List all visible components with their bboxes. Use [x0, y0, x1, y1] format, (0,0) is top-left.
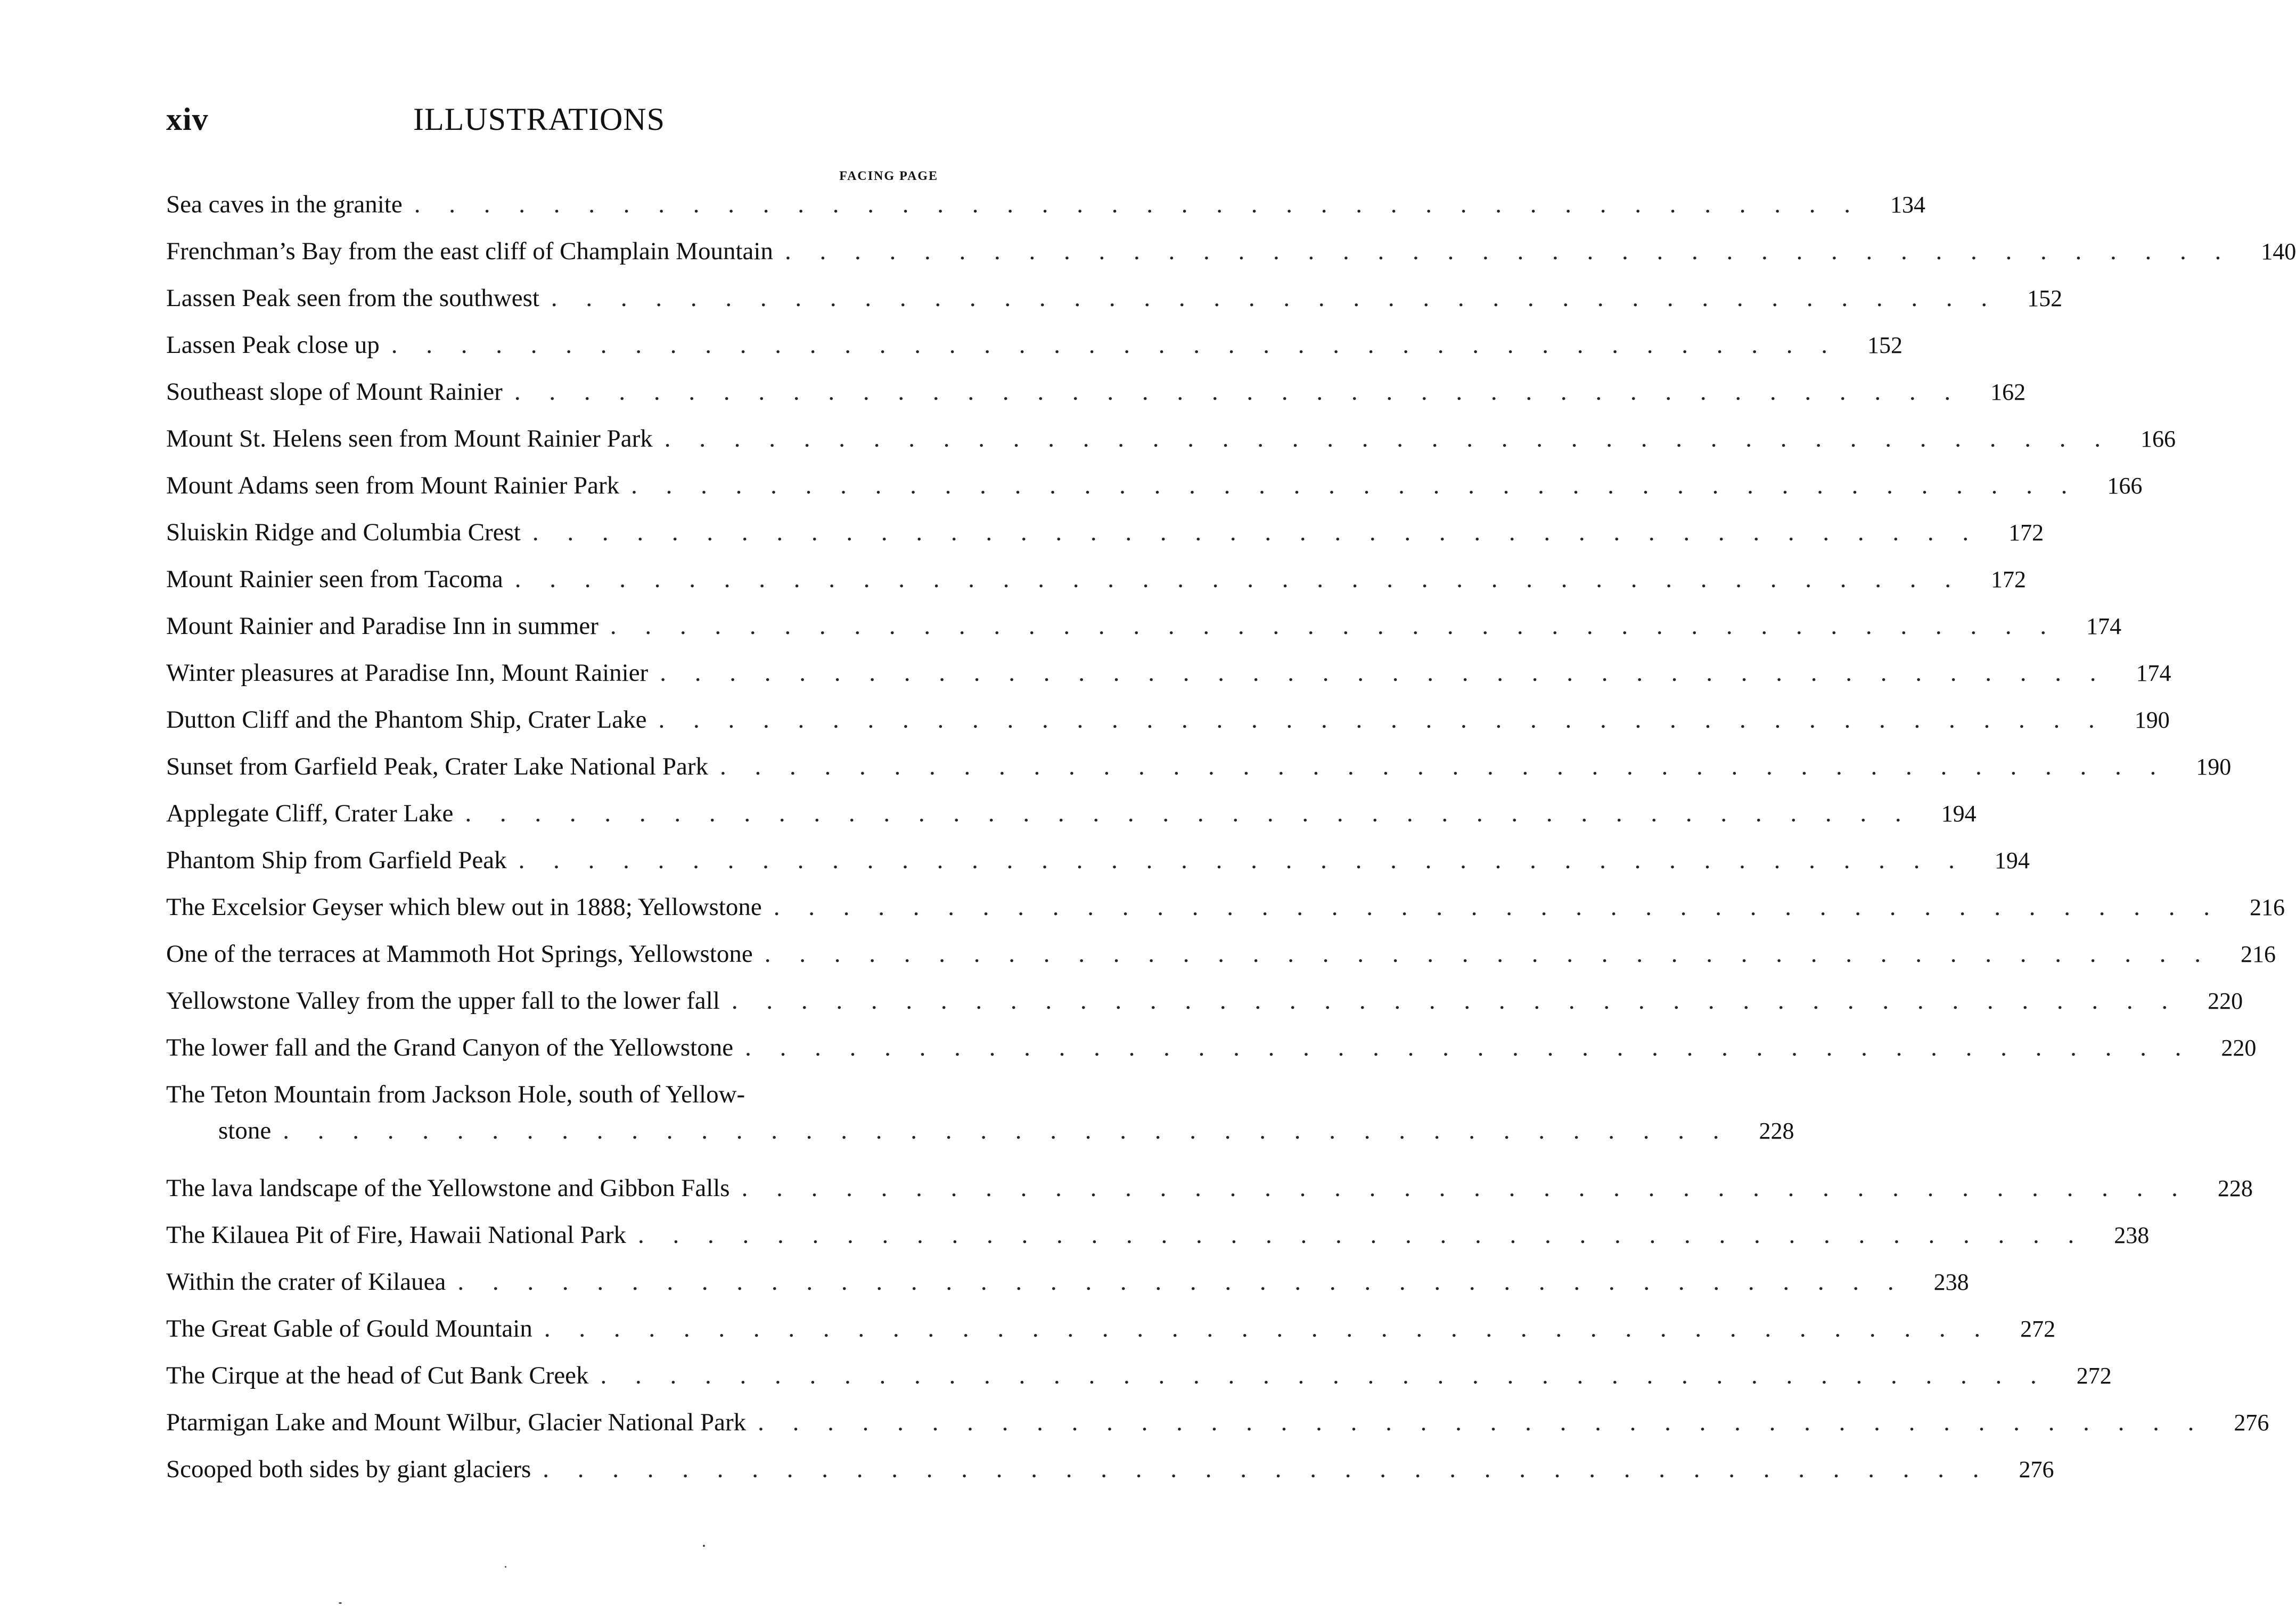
- dot-leader: . . . . . . . . . . . . . . . . . . . . . . . . . . . . . . . . . . . . . . . . . .: [731, 987, 2179, 1015]
- page-number: xiv: [166, 102, 209, 137]
- facing-page-number: 172: [1991, 566, 2027, 592]
- dot-leader: . . . . . . . . . . . . . . . . . . . . . . . . . . . . . . . . . . . . . . . . . .: [551, 284, 1999, 312]
- list-item: [166, 374, 2026, 421]
- caption-text: The lava landscape of the Yellowstone and Gibbon Falls: [166, 1174, 730, 1202]
- caption-text: Sluiskin Ridge and Columbia Crest: [166, 518, 521, 546]
- dot-leader: . . . . . . . . . . . . . . . . . . . . . . . . . . . . . . . . . . . . . . . . . .: [773, 893, 2221, 921]
- caption-text: Frenchman’s Bay from the east cliff of Champlain Mountain: [166, 237, 773, 265]
- page-title: ILLUSTRATIONS: [413, 102, 665, 137]
- list-item: [166, 1029, 2257, 1076]
- caption-continuation: stone: [218, 1117, 272, 1144]
- list-item: [166, 186, 1925, 233]
- caption-text: The Cirque at the head of Cut Bank Creek: [166, 1362, 589, 1389]
- list-item: [166, 1217, 2150, 1264]
- list-item: [166, 936, 2276, 983]
- dot-leader: . . . . . . . . . . . . . . . . . . . . . . . . . . . . . . . . . . . . . . . . . .: [414, 191, 1862, 218]
- facing-page-number: 190: [2196, 754, 2232, 780]
- list-item: [166, 842, 2030, 889]
- paper-speck: [339, 1602, 342, 1604]
- list-item: [166, 1076, 1794, 1170]
- entry-line: [166, 842, 2030, 879]
- list-item: [166, 1170, 2253, 1217]
- list-item: [166, 1404, 2269, 1451]
- facing-page-number: 194: [1941, 801, 1977, 827]
- list-item: [166, 1451, 2054, 1498]
- dot-leader: . . . . . . . . . . . . . . . . . . . . . . . . . . . . . . . . . . . . . . . . . .: [745, 1034, 2193, 1061]
- dot-leader: . . . . . . . . . . . . . . . . . . . . . . . . . . . . . . . . . . . . . . . . . .: [758, 1408, 2205, 1436]
- caption-text: Southeast slope of Mount Rainier: [166, 378, 503, 406]
- entry-line: [166, 702, 2170, 738]
- caption-text: Winter pleasures at Paradise Inn, Mount Rainier: [166, 659, 649, 687]
- list-item: [166, 280, 2063, 327]
- caption-text: The Teton Mountain from Jackson Hole, south of Yellow-: [166, 1081, 745, 1108]
- list-item: [166, 889, 2285, 936]
- list-item: [166, 421, 2176, 467]
- caption-text: Lassen Peak close up: [166, 331, 380, 359]
- caption-text: Scooped both sides by giant glaciers: [166, 1455, 531, 1483]
- list-item: [166, 1357, 2112, 1404]
- dot-leader: . . . . . . . . . . . . . . . . . . . . . . . . . . . . . . . . . . . . . . . . . .: [784, 237, 2233, 265]
- column-label: FACING PAGE: [839, 169, 938, 183]
- caption-text: The Excelsior Geyser which blew out in 1888; Yellowstone: [166, 893, 762, 921]
- entry-line: [166, 983, 2243, 1019]
- paper-speck: [703, 1545, 705, 1547]
- facing-page-number: 134: [1890, 192, 1925, 218]
- list-item: [166, 702, 2170, 748]
- facing-page-number: 162: [1990, 379, 2026, 405]
- entry-line: [166, 374, 2026, 410]
- caption-text: Phantom Ship from Garfield Peak: [166, 846, 507, 874]
- caption-text: Sunset from Garfield Peak, Crater Lake National Park: [166, 753, 709, 780]
- entry-line: [166, 233, 2296, 270]
- list-item: [166, 795, 1977, 842]
- caption-text: The Great Gable of Gould Mountain: [166, 1315, 532, 1342]
- caption-text: Mount Rainier and Paradise Inn in summer: [166, 612, 598, 640]
- entry-line: [166, 1170, 2253, 1207]
- entry-line: [166, 561, 2027, 598]
- illustration-list: [166, 186, 2296, 1498]
- facing-page-number: 166: [2141, 426, 2176, 452]
- facing-page-number: 216: [2249, 894, 2285, 920]
- entry-line: [166, 514, 2044, 551]
- facing-page-number: 276: [2234, 1410, 2269, 1436]
- entry-line: [166, 1311, 2056, 1347]
- dot-leader: . . . . . . . . . . . . . . . . . . . . . . . . . . . . . . . . . . . . . . . . . .: [741, 1174, 2189, 1202]
- caption-text: Yellowstone Valley from the upper fall to the lower fall: [166, 987, 720, 1015]
- caption-text: Within the crater of Kilauea: [166, 1268, 446, 1296]
- facing-page-number: 220: [2221, 1035, 2257, 1061]
- caption-text: Mount Rainier seen from Tacoma: [166, 565, 503, 593]
- dot-leader: . . . . . . . . . . . . . . . . . . . . . . . . . . . . . . . . . . . . . . . . . .: [391, 331, 1839, 359]
- facing-page-number: 172: [2008, 520, 2044, 546]
- dot-leader: . . . . . . . . . . . . . . . . . . . . . . . . . . . . . . . . . . . . . . . . . .: [631, 472, 2079, 499]
- dot-leader: . . . . . . . . . . . . . . . . . . . . . . . . . . . . . . . . . . . . . . . . . .: [283, 1117, 1731, 1144]
- entry-line: [166, 1451, 2054, 1488]
- list-item: [166, 467, 2143, 514]
- paper-speck: [505, 1566, 506, 1568]
- list-item: [166, 561, 2027, 608]
- caption-text: Lassen Peak seen from the southwest: [166, 284, 539, 312]
- facing-page-number: 190: [2134, 707, 2170, 733]
- entry-line: [166, 467, 2143, 504]
- facing-page-number: 228: [2217, 1175, 2253, 1201]
- caption-text: One of the terraces at Mammoth Hot Springs, Yellowstone: [166, 940, 753, 968]
- caption-text: Mount St. Helens seen from Mount Rainier Park: [166, 425, 653, 452]
- caption-text: Applegate Cliff, Crater Lake: [166, 800, 454, 827]
- entry-line: [166, 1357, 2112, 1394]
- entry-line: [166, 889, 2285, 926]
- entry-line: [166, 421, 2176, 457]
- dot-leader: . . . . . . . . . . . . . . . . . . . . . . . . . . . . . . . . . . . . . . . . . .: [720, 753, 2168, 780]
- dot-leader: . . . . . . . . . . . . . . . . . . . . . . . . . . . . . . . . . . . . . . . . . .: [600, 1362, 2048, 1389]
- dot-leader: . . . . . . . . . . . . . . . . . . . . . . . . . . . . . . . . . . . . . . . . . .: [457, 1268, 1905, 1296]
- facing-page-number: 216: [2240, 941, 2276, 967]
- dot-leader: . . . . . . . . . . . . . . . . . . . . . . . . . . . . . . . . . . . . . . . . . .: [532, 518, 1980, 546]
- entry-line: [166, 1217, 2150, 1254]
- list-item: [166, 514, 2044, 561]
- caption-text: Sea caves in the granite: [166, 191, 403, 218]
- dot-leader: . . . . . . . . . . . . . . . . . . . . . . . . . . . . . . . . . . . . . . . . . .: [518, 846, 1966, 874]
- entry-line: [166, 1113, 1794, 1149]
- entry-line: [166, 748, 2232, 785]
- caption-text: The Kilauea Pit of Fire, Hawaii National Park: [166, 1221, 627, 1249]
- facing-page-number: 228: [1759, 1118, 1794, 1144]
- facing-page-number: 220: [2208, 988, 2243, 1014]
- list-item: [166, 983, 2243, 1029]
- entry-line: [166, 655, 2171, 691]
- list-item: [166, 327, 1903, 374]
- entry-line: [166, 1264, 1969, 1300]
- facing-page-number: 272: [2020, 1316, 2056, 1342]
- caption-text: Mount Adams seen from Mount Rainier Park: [166, 472, 620, 499]
- dot-leader: . . . . . . . . . . . . . . . . . . . . . . . . . . . . . . . . . . . . . . . . . .: [514, 565, 1963, 593]
- facing-page-number: 174: [2136, 660, 2171, 686]
- entry-line: [166, 1029, 2257, 1066]
- facing-page-number: 272: [2076, 1363, 2112, 1389]
- facing-page-number: 174: [2086, 613, 2122, 639]
- facing-page-number: 152: [1867, 332, 1903, 358]
- caption-text: Dutton Cliff and the Phantom Ship, Crater Lake: [166, 706, 647, 734]
- entry-line: [166, 1404, 2269, 1441]
- dot-leader: . . . . . . . . . . . . . . . . . . . . . . . . . . . . . . . . . . . . . . . . . .: [660, 659, 2108, 687]
- list-item: [166, 608, 2122, 655]
- dot-leader: . . . . . . . . . . . . . . . . . . . . . . . . . . . . . . . . . . . . . . . . . .: [465, 800, 1913, 827]
- list-item: [166, 233, 2296, 280]
- dot-leader: . . . . . . . . . . . . . . . . . . . . . . . . . . . . . . . . . . . . . . . . . .: [658, 706, 2106, 734]
- facing-page-number: 238: [2114, 1222, 2150, 1248]
- facing-page-number: 194: [1994, 847, 2030, 874]
- facing-page-number: 152: [2027, 285, 2063, 311]
- list-item: [166, 1264, 1969, 1311]
- dot-leader: . . . . . . . . . . . . . . . . . . . . . . . . . . . . . . . . . . . . . . . . . .: [544, 1315, 1992, 1342]
- dot-leader: . . . . . . . . . . . . . . . . . . . . . . . . . . . . . . . . . . . . . . . . . .: [514, 378, 1962, 406]
- dot-leader: . . . . . . . . . . . . . . . . . . . . . . . . . . . . . . . . . . . . . . . . . .: [610, 612, 2058, 640]
- facing-page-number: 140: [2261, 238, 2296, 265]
- entry-line: [166, 327, 1903, 364]
- caption-text: Ptarmigan Lake and Mount Wilbur, Glacier National Park: [166, 1408, 747, 1436]
- list-item: [166, 748, 2232, 795]
- entry-line: [166, 795, 1977, 832]
- dot-leader: . . . . . . . . . . . . . . . . . . . . . . . . . . . . . . . . . . . . . . . . . .: [664, 425, 2112, 452]
- list-item: [166, 655, 2171, 702]
- dot-leader: . . . . . . . . . . . . . . . . . . . . . . . . . . . . . . . . . . . . . . . . . .: [543, 1455, 1990, 1483]
- dot-leader: . . . . . . . . . . . . . . . . . . . . . . . . . . . . . . . . . . . . . . . . . .: [764, 940, 2212, 968]
- facing-page-number: 276: [2019, 1456, 2054, 1482]
- list-item: [166, 1311, 2056, 1357]
- entry-line: [166, 608, 2122, 645]
- facing-page-number: 166: [2107, 473, 2143, 499]
- entry-line: [166, 1076, 938, 1113]
- entry-line: [166, 280, 2063, 317]
- entry-line: [166, 186, 1925, 223]
- entry-line: [166, 936, 2276, 973]
- caption-text: The lower fall and the Grand Canyon of the Yellowstone: [166, 1034, 734, 1061]
- facing-page-number: 238: [1933, 1269, 1969, 1295]
- dot-leader: . . . . . . . . . . . . . . . . . . . . . . . . . . . . . . . . . . . . . . . . . .: [638, 1221, 2086, 1249]
